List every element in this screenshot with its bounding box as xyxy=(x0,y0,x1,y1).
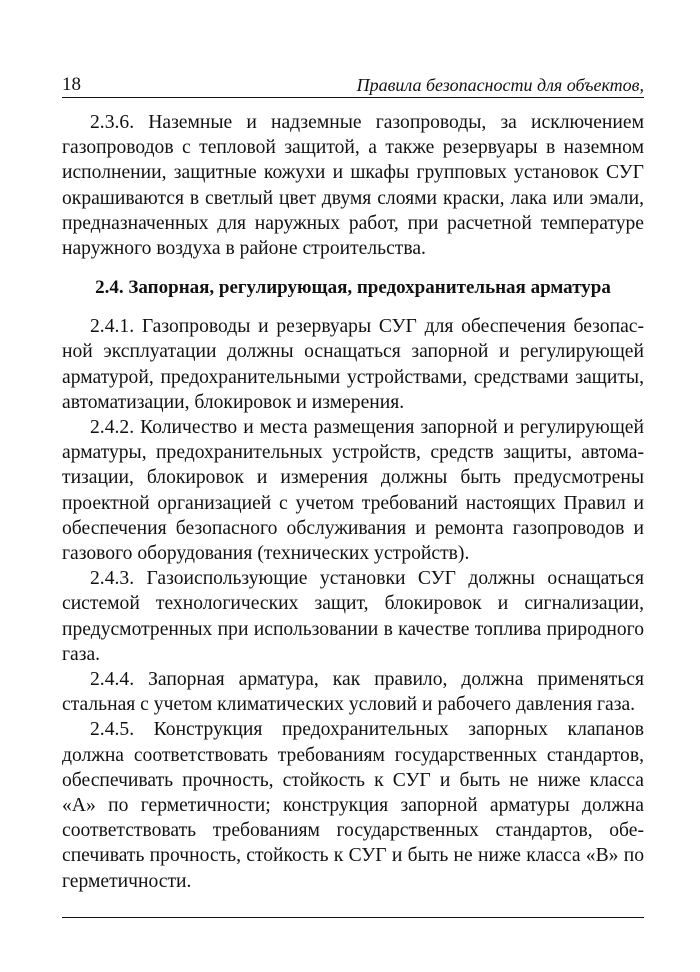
paragraph-2-3-6: 2.3.6. Наземные и надземные газопроводы, за исключением газопроводов с тепловой защитой, а также резервуары в наземном исполнении, защитные кожухи и шкафы групповых установок СУГ окрашиваются в светлый цвет двумя слоями краски, лака или эмали, предназначенных для наружных работ, при расчетной температуре наружного воздуха в районе строительства. xyxy=(62,112,644,260)
paragraph-2-4-3: 2.4.3. Газоиспользующие установки СУГ должны оснащаться системой технологических защит, блокировок и сигнализации, предусмотренных при использовании в качестве топлива природного газа. xyxy=(62,568,644,665)
body-text xyxy=(62,110,644,894)
footer-rule xyxy=(62,917,644,918)
paragraph-2-4-2: 2.4.2. Количество и места размещения запорной и регулирующей арматуры, предохранительных устройств, средств защиты, автоматизации, блокировок и измерения должны быть предусмотрены проектной организацией с учетом требований настоящих Правил и обеспечения безопасного обслуживания и ремонта газопроводов и газового оборудования (технических устройств). xyxy=(62,417,644,565)
section-heading-2-4: 2.4. Запорная, регулирующая, предохранительная арматура xyxy=(95,277,611,299)
paragraph-2-4-1: 2.4.1. Газопроводы и резервуары СУГ для обеспечения безопасной эксплуатации должны оснащаться запорной и регулирующей арматурой, предохранительными устройствами, средствами защиты, автоматизации, блокировок и измерения. xyxy=(62,316,644,413)
running-title: Правила безопасности для объектов, xyxy=(356,75,644,95)
document-page xyxy=(62,72,644,894)
page-number: 18 xyxy=(62,74,81,95)
paragraph-2-4-5: 2.4.5. Конструкция предохранительных запорных клапанов должна соответствовать требованиям государственных стандартов, обеспечивать прочность, стойкость к СУГ и быть не ниже класса «А» по герметичности; конструкция запорной арматуры должна соответствовать требованиям государственных стандартов, обеспечивать прочность, стойкость к СУГ и быть не ниже класса «В» по герметичности. xyxy=(62,719,644,892)
running-header xyxy=(62,72,644,98)
paragraph-2-4-4: 2.4.4. Запорная арматура, как правило, должна применяться стальная с учетом климатических условий и рабочего давления газа. xyxy=(62,669,644,716)
